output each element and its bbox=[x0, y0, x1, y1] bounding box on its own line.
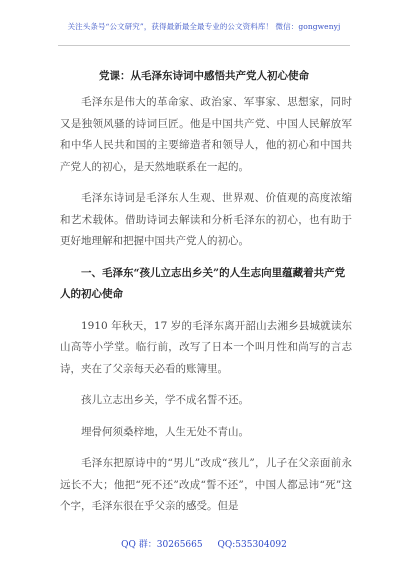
footer-qq-group: QQ 群：30265665 bbox=[121, 540, 203, 550]
poem-line-2: 埋骨何须桑梓地，人生无处不青山。 bbox=[81, 425, 249, 438]
section-paragraph-1: 1910 年秋天，17 岁的毛泽东离开韶山去湘乡县城就读东山高等小学堂。临行前，改写了日本一个叫月性和尚写的言志诗，夹在了父亲每天必看的账簿里。 bbox=[60, 319, 352, 375]
footer-qq: QQ:535304092 bbox=[217, 540, 287, 550]
section-paragraph-2: 毛泽东把原诗中的“男儿”改成“孩儿”，儿子在父亲面前永远长不大；他把“死不还”改成“誓不还”，中国人都忌讳“死”这个字，毛泽东很在乎父亲的感受。但是 bbox=[60, 457, 352, 512]
poem-line-1: 孩儿立志出乡关，学不成名誓不还。 bbox=[81, 394, 249, 406]
header-promo-note: 关注头条号“公文研究”，获得最新最全最专业的公文资料库！ 微信：gongwenyj bbox=[67, 22, 341, 31]
document-title: 党课：从毛泽东诗词中感悟共产党人初心使命 bbox=[99, 70, 309, 82]
body-paragraph-1: 毛泽东是伟大的革命家、政治家、军事家、思想家，同时又是独领风骚的诗词巨匠。他是中国共产党、中国人民解放军和中华人民共和国的主要缔造者和领导人，他的初心和中国共产党人的初心，是天然地联系在一起的。 bbox=[60, 96, 352, 173]
footer-contact bbox=[0, 537, 408, 550]
section-heading-1: 一、毛泽东“孩儿立志出乡关”的人生志向里蕴藏着共产党人的初心使命 bbox=[60, 266, 346, 300]
document-body bbox=[60, 92, 352, 528]
body-paragraph-2: 毛泽东诗词是毛泽东人生观、世界观、价值观的高度浓缩和艺术载体。借助诗词去解读和分析毛泽东的初心，也有助于更好地理解和把握中国共产党人的初心。 bbox=[60, 192, 352, 247]
header-divider bbox=[58, 45, 350, 46]
